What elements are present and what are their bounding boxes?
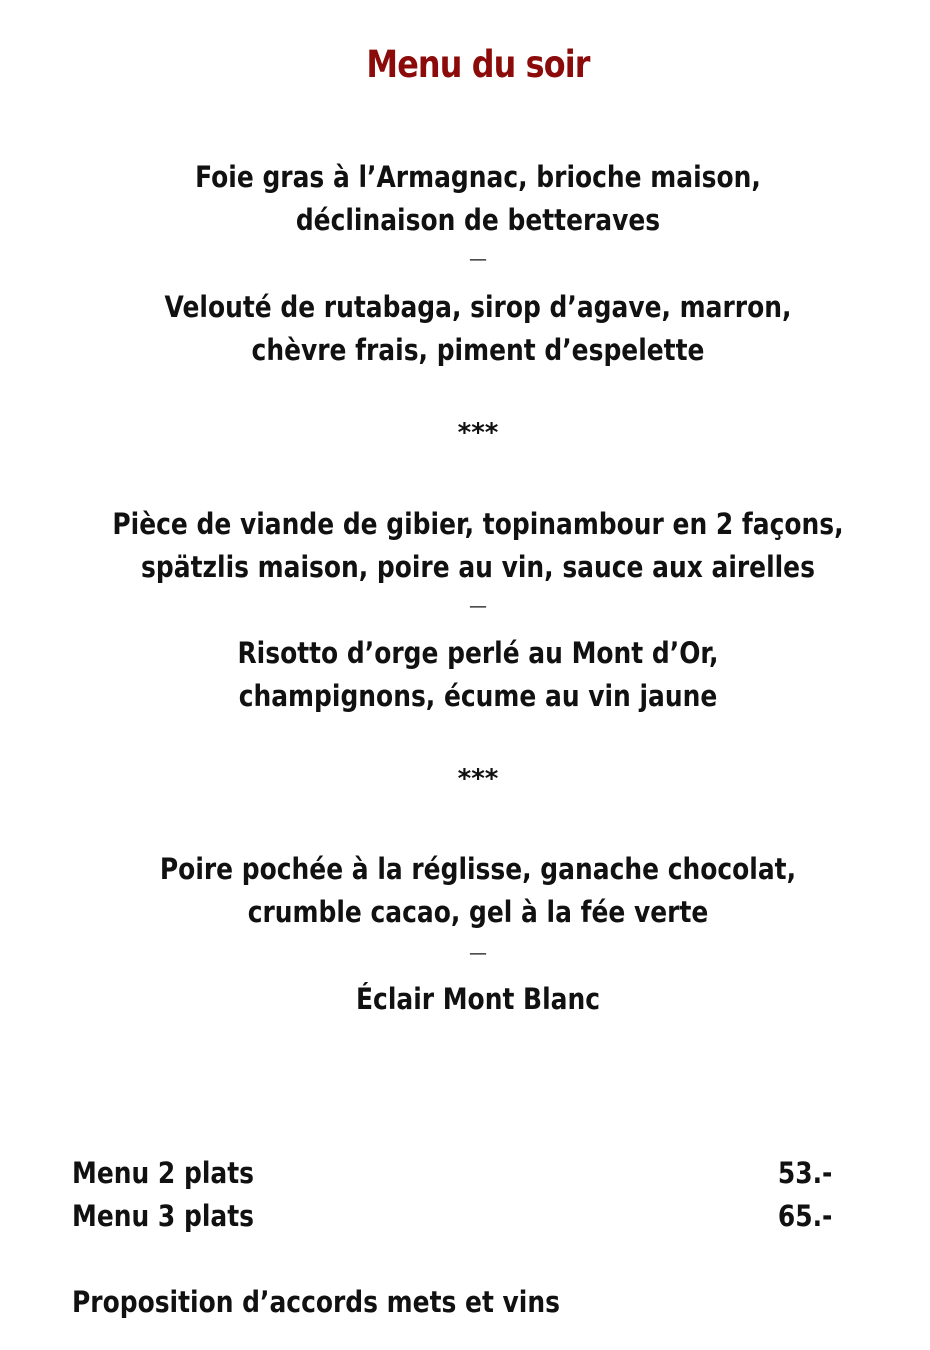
dessert-1-line-1: Poire pochée à la réglisse, ganache chocolat, <box>159 852 797 886</box>
price-label: Menu 3 plats <box>72 1199 254 1233</box>
main-2-line-1: Risotto d’orge perlé au Mont d’Or, <box>237 636 719 670</box>
price-value: 65.- <box>777 1199 832 1233</box>
main-2-line-2: champignons, écume au vin jaune <box>238 679 718 713</box>
starter-1-line-2: déclinaison de betteraves <box>295 203 661 237</box>
wine-pairing-note: Proposition d’accords mets et vins <box>72 1285 560 1319</box>
dessert-separator: — <box>469 943 487 964</box>
price-value: 53.- <box>777 1156 832 1190</box>
main-1-line-1: Pièce de viande de gibier, topinambour en 2 façons, <box>112 507 844 541</box>
price-row <box>72 1196 832 1236</box>
dessert-2-line-1: Éclair Mont Blanc <box>356 982 600 1016</box>
dessert-1-line-2: crumble cacao, gel à la fée verte <box>247 895 709 929</box>
starter-1-line-1: Foie gras à l’Armagnac, brioche maison, <box>195 160 761 194</box>
starter-2-line-1: Velouté de rutabaga, sirop d’agave, marron, <box>164 290 792 324</box>
starter-2-line-2: chèvre frais, piment d’espelette <box>251 333 705 367</box>
price-label: Menu 2 plats <box>72 1156 254 1190</box>
course-divider-2: *** <box>457 764 499 794</box>
page-title: Menu du soir <box>366 43 590 86</box>
course-divider-1: *** <box>457 418 499 448</box>
price-row <box>72 1153 832 1193</box>
main-separator: — <box>469 596 487 617</box>
main-1-line-2: spätzlis maison, poire au vin, sauce aux airelles <box>141 550 815 584</box>
starter-separator: — <box>469 249 487 270</box>
